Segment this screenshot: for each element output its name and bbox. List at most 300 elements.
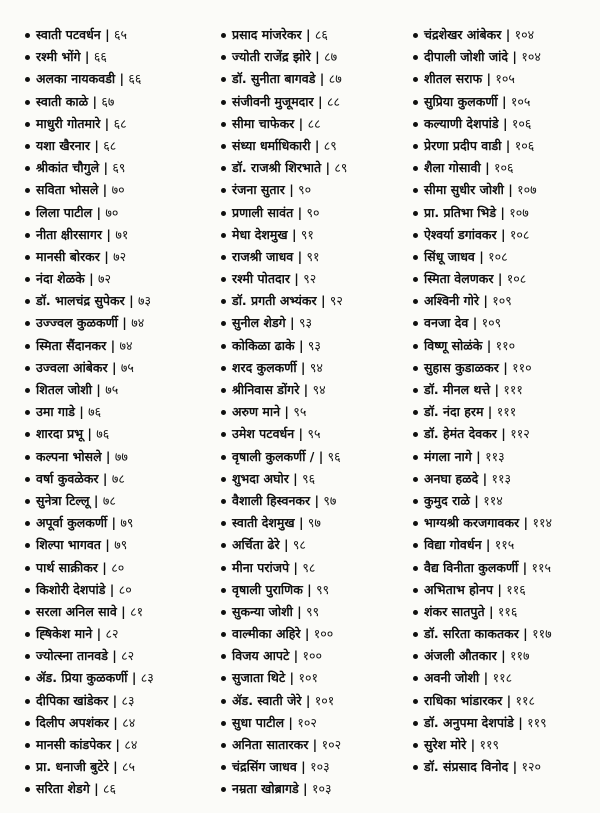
- author-name: मंगला नागे: [424, 448, 472, 464]
- contents-entry: वृषाली पुराणिक | ९९: [230, 579, 422, 601]
- page-number: ७३: [138, 293, 152, 309]
- page-number: ८१: [130, 603, 144, 619]
- contents-entry: अनिता सातारकर | १०२: [230, 734, 422, 756]
- author-name: यशा खैरनार: [36, 137, 90, 153]
- author-name: लिला पाटील: [36, 204, 93, 220]
- author-name: उमेश पटवर्धन: [232, 426, 295, 442]
- contents-entry: विष्णू सोळंके | ११०: [422, 335, 600, 357]
- page-number: ९०: [298, 182, 312, 198]
- author-name: प्रेरणा प्रदीप वाडी: [424, 137, 502, 153]
- contents-entry: अर्चिता ढेरे | ९८: [230, 534, 422, 556]
- page-number: ९५: [293, 404, 307, 420]
- contents-entry: अलका नायकवडी | ६६: [34, 68, 230, 90]
- contents-entry: डॉ. मीनल थत्ते | १११: [422, 379, 600, 401]
- author-name: डॉ. हेमंत देवकर: [424, 426, 497, 442]
- author-name: अरुण माने: [232, 404, 281, 420]
- page-number: ९२: [303, 271, 317, 287]
- page-number: ६६: [93, 49, 107, 65]
- page-number: ६६: [128, 71, 142, 87]
- page-number: १०६: [514, 137, 535, 153]
- page-number: ९९: [316, 581, 330, 597]
- contents-entry: अंजली औतकार | ११७: [422, 645, 600, 667]
- author-name: सुजाता थिटे: [232, 670, 286, 686]
- contents-entry: डॉ. नंदा हरम | १११: [422, 401, 600, 423]
- contents-entry: सुकन्या जोशी | ९९: [230, 601, 422, 623]
- author-name: सुकन्या जोशी: [232, 603, 293, 619]
- page-number: ७५: [105, 382, 119, 397]
- page-number: १०२: [321, 737, 342, 752]
- contents-entry: प्रसाद मांजरेकर | ८६: [230, 24, 422, 46]
- contents-entry: प्रणाली सावंत | ९०: [230, 202, 422, 224]
- contents-column-3: [422, 24, 600, 813]
- page-number: ७०: [111, 182, 125, 198]
- contents-entry: सुप्रिया कुलकर्णी | १०५: [422, 91, 600, 113]
- page-number: ८५: [122, 759, 136, 775]
- page-number: १००: [313, 626, 334, 642]
- author-name: सुनेत्रा टिल्लू: [36, 492, 90, 508]
- page-number: ११७: [532, 626, 552, 642]
- author-name: दीपाली जोशी जांदे: [424, 49, 509, 65]
- contents-entry: सीमा सुधीर जोशी | १०७: [422, 179, 600, 201]
- contents-entry: कोकिळा ढाके | ९३: [230, 335, 422, 357]
- page-number: ९८: [302, 559, 316, 575]
- page-number: १०६: [511, 115, 532, 131]
- page-number: ९८: [292, 537, 306, 553]
- author-name: विजय आपटे: [232, 648, 290, 664]
- contents-entry: ॲड. स्वाती जेरे | १०१: [230, 690, 422, 712]
- author-name: डॉ. अनुपमा देशपांडे: [424, 714, 514, 730]
- page-number: ६९: [112, 160, 126, 176]
- contents-entry: रश्मी पोतदार | ९२: [230, 268, 422, 290]
- contents-entry: सीमा चाफेकर | ८८: [230, 113, 422, 135]
- contents-entry: किशोरी देशपांडे | ८०: [34, 579, 230, 601]
- author-name: अपूर्वा कुलकर्णी: [36, 515, 108, 531]
- contents-column-1: [34, 24, 230, 813]
- author-name: उज्ज्वल कुळकर्णी: [36, 315, 118, 331]
- contents-entry: अनघा हळदे | ११३: [422, 468, 600, 490]
- contents-entry: वर्षा कुवळेकर | ७८: [34, 468, 230, 490]
- page-number: १०९: [492, 293, 512, 309]
- page-number: ७८: [111, 470, 125, 486]
- author-name: ज्योती राजेंद्र झोरे: [232, 49, 311, 65]
- page-number: ११७: [510, 648, 530, 664]
- contents-entry: कल्याणी देशपांडे | १०६: [422, 113, 600, 135]
- author-name: सिंधू जाधव: [424, 248, 475, 264]
- page-number: ९६: [302, 470, 316, 486]
- page-number: १०६: [494, 160, 514, 176]
- page-number: ९१: [306, 248, 320, 264]
- contents-entry: स्मिता सैंदानकर | ७४: [34, 335, 230, 357]
- author-name: राजश्री जाधव: [232, 248, 294, 264]
- author-name: कल्याणी देशपांडे: [424, 115, 499, 131]
- page-number: ९५: [307, 426, 321, 442]
- author-name: प्रा. प्रतिभा भिडे: [424, 204, 497, 220]
- contents-entry: दीपाली जोशी जांदे | १०४: [422, 46, 600, 68]
- author-name: उज्वला आंबेकर: [36, 359, 108, 375]
- contents-entry: उज्वला आंबेकर | ७५: [34, 357, 230, 379]
- contents-entry: राजश्री जाधव | ९१: [230, 246, 422, 268]
- contents-entry: सुरेश मोरे | ११९: [422, 734, 600, 756]
- page-number: ११६: [506, 581, 526, 597]
- page-number: ८७: [328, 71, 342, 87]
- contents-entry: शारदा प्रभू | ७६: [34, 423, 230, 445]
- page-number: ९३: [307, 337, 321, 353]
- author-name: दिलीप अपशंकर: [36, 714, 109, 730]
- author-name: नीता क्षीरसागर: [36, 226, 103, 242]
- author-name: अनघा हळदे: [424, 470, 479, 486]
- page-number: ७२: [113, 248, 127, 264]
- author-name: स्वाती पटवर्धन: [36, 27, 101, 42]
- page-number: ७६: [88, 404, 102, 420]
- contents-entry: डॉ. हेमंत देवकर | ११२: [422, 423, 600, 445]
- page-number: ११४: [532, 515, 552, 531]
- author-name: वर्षा कुवळेकर: [36, 470, 99, 486]
- contents-entry: वाल्मीका अहिरे | १००: [230, 623, 422, 645]
- contents-entry: सुहास कुडाळकर | ११०: [422, 357, 600, 379]
- page-number: १०१: [314, 692, 335, 708]
- page-number: ११६: [497, 603, 518, 619]
- contents-entry: प्रा. प्रतिभा भिडे | १०७: [422, 202, 600, 224]
- page-number: १०८: [488, 248, 508, 264]
- author-name: सीमा चाफेकर: [232, 115, 295, 131]
- author-name: भाग्यश्री करजगावकर: [424, 515, 520, 531]
- author-name: सुधा पाटील: [232, 714, 285, 730]
- page-number: ८६: [314, 27, 328, 42]
- author-name: शितल जोशी: [36, 382, 92, 397]
- contents-entry: ज्योत्स्ना तानवडे | ८२: [34, 645, 230, 667]
- author-name: वृषाली पुराणिक: [232, 581, 303, 597]
- page-number: ८९: [334, 160, 348, 176]
- author-name: मेधा देशमुख: [232, 226, 288, 242]
- author-name: डॉ. भालचंद्र सुपेकर: [36, 293, 125, 309]
- contents-entry: पार्थ साक्रीकर | ८०: [34, 557, 230, 579]
- author-name: डॉ. सरिता काकतकर: [424, 626, 519, 642]
- author-name: किशोरी देशपांडे: [36, 581, 106, 597]
- page-number: ७९: [114, 537, 128, 553]
- contents-entry: वनजा देव | १०९: [422, 312, 600, 334]
- page-number: ६७: [101, 93, 115, 109]
- page-number: ८४: [122, 714, 136, 730]
- author-name: वाल्मीका अहिरे: [232, 626, 301, 642]
- author-name: अवनी जोशी: [424, 670, 480, 686]
- author-name: अर्चिता ढेरे: [232, 537, 280, 553]
- author-name: उमा गाडे: [36, 404, 75, 420]
- page-number: ९७: [307, 515, 321, 531]
- contents-entry: संजीवनी मुजूमदार | ८८: [230, 91, 422, 113]
- contents-entry: राधिका भांडारकर | ११८: [422, 690, 600, 712]
- page-number: ११५: [531, 559, 552, 575]
- contents-entry: डॉ. सुनीता बागवडे | ८७: [230, 68, 422, 90]
- author-name: ऐश्वर्या डगांवकर: [424, 226, 497, 242]
- contents-entry: डॉ. संप्रसाद विनोद | १२०: [422, 756, 600, 778]
- author-name: दीपिका खांडेकर: [36, 692, 109, 708]
- author-name: डॉ. राजश्री शिरभाते: [232, 160, 322, 176]
- author-name: स्मिता वेलणकर: [424, 271, 494, 287]
- contents-entry: डॉ. राजश्री शिरभाते | ८९: [230, 157, 422, 179]
- page-number: ११३: [491, 470, 512, 486]
- author-name: प्रणाली सावंत: [232, 204, 294, 220]
- page-number: ९६: [327, 448, 341, 464]
- page-number: ७८: [102, 492, 116, 508]
- contents-entry: श्रीनिवास डोंगरे | ९४: [230, 379, 422, 401]
- contents-entry: शितल जोशी | ७५: [34, 379, 230, 401]
- author-name: मानसी कांडपेकर: [36, 737, 112, 752]
- page-number: १०८: [509, 226, 530, 242]
- page-number: १०१: [298, 670, 318, 686]
- page-number: ९७: [323, 492, 337, 508]
- author-name: नंदा शेळके: [36, 271, 85, 287]
- author-name: वृषाली कुलकर्णी /: [232, 448, 315, 464]
- page-number: १०८: [506, 271, 527, 287]
- page-number: ८३: [140, 670, 154, 686]
- author-name: सुनील शेडगे: [232, 315, 286, 331]
- page-number: १११: [503, 382, 523, 397]
- page-number: १०४: [514, 27, 535, 42]
- page-number: ११८: [515, 692, 536, 708]
- author-name: माधुरी गोतमारे: [36, 115, 101, 131]
- contents-entry: शिल्पा भागवत | ७९: [34, 534, 230, 556]
- contents-entry: स्वाती काळे | ६७: [34, 91, 230, 113]
- contents-entry: नीता क्षीरसागर | ७१: [34, 224, 230, 246]
- contents-entry: सरला अनिल सावे | ८१: [34, 601, 230, 623]
- page-number: ७६: [96, 426, 110, 442]
- contents-entry: डॉ. अनुपमा देशपांडे | ११९: [422, 712, 600, 734]
- author-name: श्रीकांत चौगुले: [36, 160, 100, 176]
- page-number: ११९: [479, 737, 500, 752]
- contents-entry: डॉ. भालचंद्र सुपेकर | ७३: [34, 290, 230, 312]
- contents-entry: अरुण माने | ९५: [230, 401, 422, 423]
- page-number: १०४: [521, 49, 541, 65]
- author-name: शैला गोसावी: [424, 160, 481, 176]
- page-number: ८७: [324, 49, 338, 65]
- contents-entry: शुभदा अघोर | ९६: [230, 468, 422, 490]
- page-number: ११३: [485, 448, 505, 464]
- contents-entry: स्वाती देशमुख | ९७: [230, 512, 422, 534]
- contents-entry: शंकर सातपुते | ११६: [422, 601, 600, 623]
- contents-entry: स्वाती पटवर्धन | ६५: [34, 24, 230, 46]
- contents-entry: अपूर्वा कुलकर्णी | ७९: [34, 512, 230, 534]
- author-name: डॉ. नंदा हरम: [424, 404, 484, 420]
- page-number: १०३: [310, 759, 330, 775]
- author-name: ॲड. स्वाती जेरे: [232, 692, 302, 708]
- page-number: ६८: [113, 115, 127, 131]
- author-name: सीमा सुधीर जोशी: [424, 182, 504, 198]
- contents-entry: लिला पाटील | ७०: [34, 202, 230, 224]
- author-name: ज्योत्स्ना तानवडे: [36, 648, 108, 664]
- page-number: ९४: [309, 359, 323, 375]
- author-name: शिल्पा भागवत: [36, 537, 101, 553]
- contents-entry: अवनी जोशी | ११८: [422, 667, 600, 689]
- author-name: डॉ. मीनल थत्ते: [424, 382, 491, 397]
- author-name: अनिता सातारकर: [232, 737, 309, 752]
- contents-entry: प्रा. धनाजी बुटेरे | ८५: [34, 756, 230, 778]
- contents-entry: वृषाली कुलकर्णी / | ९६: [230, 446, 422, 468]
- author-name: सविता भोसले: [36, 182, 99, 198]
- author-name: डॉ. सुनीता बागवडे: [232, 71, 316, 87]
- page-number: १०९: [481, 315, 502, 331]
- page-number: ६८: [103, 137, 117, 153]
- page-number: १०२: [297, 714, 317, 730]
- page-number: ८०: [111, 559, 125, 575]
- contents-entry: कल्पना भोसले | ७७: [34, 446, 230, 468]
- contents-entry: सुजाता थिटे | १०१: [230, 667, 422, 689]
- author-name: रंजना सुतार: [232, 182, 285, 198]
- contents-entry: ऐश्वर्या डगांवकर | १०८: [422, 224, 600, 246]
- contents-entry: दीपिका खांडेकर | ८३: [34, 690, 230, 712]
- page-number: ८३: [121, 692, 135, 708]
- author-name: मीना परांजपे: [232, 559, 290, 575]
- contents-entry: वैद्य विनीता कुलकर्णी | ११५: [422, 557, 600, 579]
- page-number: ८२: [121, 648, 135, 664]
- contents-entry: श्रीकांत चौगुले | ६९: [34, 157, 230, 179]
- contents-entry: सुनील शेडगे | ९३: [230, 312, 422, 334]
- page-number: ११२: [510, 426, 530, 442]
- author-name: ह्षिकेश माने: [36, 626, 93, 642]
- author-name: नम्रता खोब्रागडे: [232, 781, 299, 797]
- contents-entry: सुधा पाटील | १०२: [230, 712, 422, 734]
- author-name: विष्णू सोळंके: [424, 337, 483, 353]
- contents-entry: संध्या धर्माधिकारी | ८९: [230, 135, 422, 157]
- author-name: सुहास कुडाळकर: [424, 359, 499, 375]
- author-name: डॉ. प्रगती अभ्यंकर: [232, 293, 317, 309]
- author-name: सुरेश मोरे: [424, 737, 467, 752]
- contents-entry: विद्या गोवर्धन | ११५: [422, 534, 600, 556]
- page-number: ९४: [312, 382, 326, 397]
- page-number: ११९: [527, 714, 547, 730]
- page-number: ९२: [329, 293, 343, 309]
- page-number: ८८: [326, 93, 340, 109]
- page-number: ७१: [115, 226, 129, 242]
- page-number: १०५: [495, 71, 515, 87]
- contents-entry: अभिताभ होनप | ११६: [422, 579, 600, 601]
- contents-entry: मेधा देशमुख | ९१: [230, 224, 422, 246]
- contents-column-2: [230, 24, 422, 813]
- author-name: ॲड. प्रिया कुळकर्णी: [36, 670, 128, 686]
- contents-entry: विजय आपटे | १००: [230, 645, 422, 667]
- contents-entry: प्रेरणा प्रदीप वाडी | १०६: [422, 135, 600, 157]
- author-name: संजीवनी मुजूमदार: [232, 93, 314, 109]
- author-name: राधिका भांडारकर: [424, 692, 503, 708]
- page-number: ८८: [307, 115, 321, 131]
- author-name: शरद कुलकर्णी: [232, 359, 297, 375]
- author-name: विद्या गोवर्धन: [424, 537, 482, 553]
- page-number: १०३: [311, 781, 332, 797]
- contents-entry: चंद्रसिंग जाधव | १०३: [230, 756, 422, 778]
- author-name: कल्पना भोसले: [36, 448, 102, 464]
- contents-entry: मानसी बोरकर | ७२: [34, 246, 230, 268]
- page-number: ११८: [492, 670, 513, 686]
- page-number: ९१: [300, 226, 314, 242]
- contents-entry: नंदा शेळके | ७२: [34, 268, 230, 290]
- author-name: कुमुद राळे: [424, 492, 470, 508]
- author-name: स्वाती काळे: [36, 93, 89, 109]
- author-name: शुभदा अघोर: [232, 470, 289, 486]
- author-name: शारदा प्रभू: [36, 426, 83, 442]
- page-number: ७७: [114, 448, 128, 464]
- page-number: ८६: [103, 781, 117, 797]
- page-number: ७२: [98, 271, 112, 287]
- page-number: १०५: [510, 93, 531, 109]
- author-name: वैद्य विनीता कुलकर्णी: [424, 559, 519, 575]
- page-number: ११०: [495, 337, 516, 353]
- contents-entry: शैला गोसावी | १०६: [422, 157, 600, 179]
- contents-entry: शीतल सराफ | १०५: [422, 68, 600, 90]
- page-number: ९९: [306, 603, 320, 619]
- contents-entry: मंगला नागे | ११३: [422, 446, 600, 468]
- author-name: रश्मी पोतदार: [232, 271, 290, 287]
- author-name: अलका नायकवडी: [36, 71, 116, 87]
- author-name: वैशाली हिस्वनकर: [232, 492, 311, 508]
- author-name: शंकर सातपुते: [424, 603, 485, 619]
- contents-entry: रंजना सुतार | ९०: [230, 179, 422, 201]
- page-number: १००: [302, 648, 323, 664]
- page-number: ११४: [483, 492, 503, 508]
- author-name: अश्विनी गोरे: [424, 293, 479, 309]
- contents-entry: सिंधू जाधव | १०८: [422, 246, 600, 268]
- author-name: प्रा. धनाजी बुटेरे: [36, 759, 109, 775]
- author-name: शीतल सराफ: [424, 71, 483, 87]
- contents-entry: कुमुद राळे | ११४: [422, 490, 600, 512]
- page-number: ९०: [306, 204, 320, 220]
- page-number: ८०: [118, 581, 132, 597]
- contents-entry: वैशाली हिस्वनकर | ९७: [230, 490, 422, 512]
- page-number: ८९: [323, 137, 337, 153]
- page-number: १११: [496, 404, 517, 420]
- contents-entry: शरद कुलकर्णी | ९४: [230, 357, 422, 379]
- contents-entry: दिलीप अपशंकर | ८४: [34, 712, 230, 734]
- author-name: अंजली औतकार: [424, 648, 497, 664]
- page-number: ७९: [120, 515, 134, 531]
- contents-entry: रश्मी भोंगे | ६६: [34, 46, 230, 68]
- contents-entry: सविता भोसले | ७०: [34, 179, 230, 201]
- contents-entry: मानसी कांडपेकर | ८४: [34, 734, 230, 756]
- author-name: अभिताभ होनप: [424, 581, 493, 597]
- contents-entry: उमा गाडे | ७६: [34, 401, 230, 423]
- contents-entry: माधुरी गोतमारे | ६८: [34, 113, 230, 135]
- page-number: ९३: [298, 315, 312, 331]
- page-number: ७५: [120, 359, 134, 375]
- author-name: चंद्रसिंग जाधव: [232, 759, 297, 775]
- page-number: ११५: [494, 537, 515, 553]
- author-name: प्रसाद मांजरेकर: [232, 27, 302, 42]
- author-name: सरिता शेडगे: [36, 781, 90, 797]
- author-name: सुप्रिया कुलकर्णी: [424, 93, 498, 109]
- page-number: १०७: [517, 182, 537, 198]
- author-name: चंद्रशेखर आंबेकर: [424, 27, 502, 42]
- page-number: ८२: [105, 626, 119, 642]
- author-name: संध्या धर्माधिकारी: [232, 137, 311, 153]
- contents-entry: ज्योती राजेंद्र झोरे | ८७: [230, 46, 422, 68]
- contents-entry: चंद्रशेखर आंबेकर | १०४: [422, 24, 600, 46]
- contents-entry: उज्ज्वल कुळकर्णी | ७४: [34, 312, 230, 334]
- author-name: स्मिता सैंदानकर: [36, 337, 107, 353]
- contents-entry: सरिता शेडगे | ८६: [34, 778, 230, 800]
- author-name: डॉ. संप्रसाद विनोद: [424, 759, 509, 775]
- author-name: वनजा देव: [424, 315, 469, 331]
- page-number: ८४: [124, 737, 138, 752]
- page-number: ६५: [114, 27, 128, 42]
- contents-entry: डॉ. प्रगती अभ्यंकर | ९२: [230, 290, 422, 312]
- contents-entry: डॉ. सरिता काकतकर | ११७: [422, 623, 600, 645]
- author-name: कोकिळा ढाके: [232, 337, 295, 353]
- contents-entry: ह्षिकेश माने | ८२: [34, 623, 230, 645]
- author-name: श्रीनिवास डोंगरे: [232, 382, 300, 397]
- author-name: पार्थ साक्रीकर: [36, 559, 98, 575]
- contents-entry: स्मिता वेलणकर | १०८: [422, 268, 600, 290]
- page-number: ७०: [105, 204, 119, 220]
- contents-entry: मीना परांजपे | ९८: [230, 557, 422, 579]
- author-name: मानसी बोरकर: [36, 248, 100, 264]
